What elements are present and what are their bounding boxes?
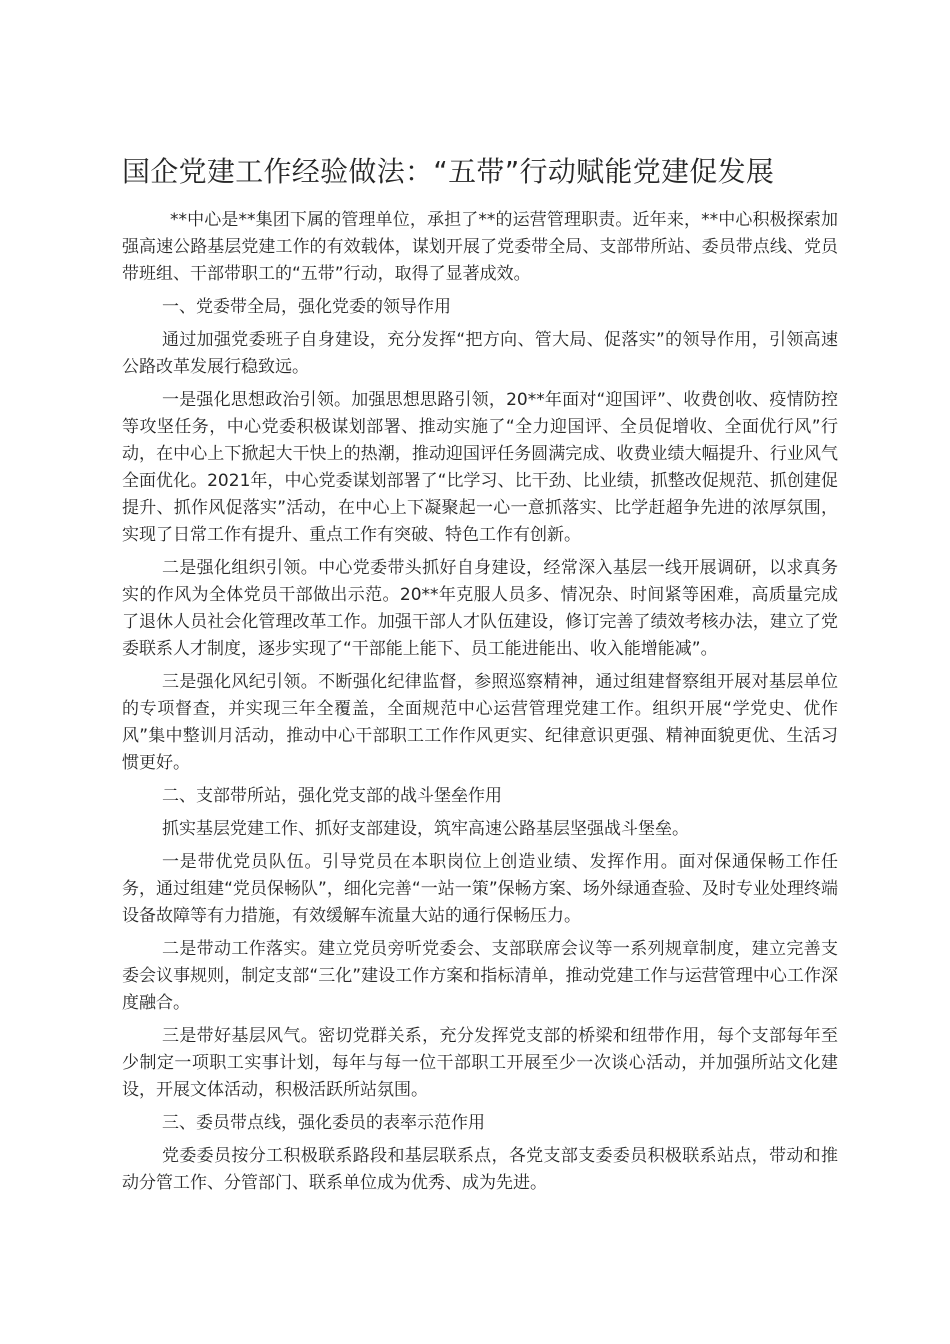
body-paragraph: 一是带优党员队伍。引导党员在本职岗位上创造业绩、发挥作用。面对保通保畅工作任务，通过组建“党员保畅队”，细化完善“一站一策”保畅方案、场外绿通查验、及时专业处理终端设备故障等有力措施，有效缓解车流量大站的通行保畅压力。 bbox=[122, 852, 838, 926]
body-paragraph: 通过加强党委班子自身建设，充分发挥“把方向、管大局、促落实”的领导作用，引领高速公路改革发展行稳致远。 bbox=[122, 330, 838, 377]
body-paragraph: 二是带动工作落实。建立党员旁听党委会、支部联席会议等一系列规章制度，建立完善支委会议事规则，制定支部“三化”建设工作方案和指标清单，推动党建工作与运营管理中心工作深度融合。 bbox=[122, 939, 838, 1013]
body-paragraph: 抓实基层党建工作、抓好支部建设，筑牢高速公路基层坚强战斗堡垒。 bbox=[162, 819, 689, 839]
document-body bbox=[122, 207, 838, 1203]
body-paragraph: 党委委员按分工积极联系路段和基层联系点，各党支部支委委员积极联系站点，带动和推动分管工作、分管部门、联系单位成为优秀、成为先进。 bbox=[122, 1146, 838, 1193]
document-title: 国企党建工作经验做法：“五带”行动赋能党建促发展 bbox=[122, 155, 775, 188]
section-heading-2: 二、支部带所站，强化党支部的战斗堡垒作用 bbox=[162, 786, 502, 806]
body-paragraph: 二是强化组织引领。中心党委带头抓好自身建设，经常深入基层一线开展调研，以求真务实的作风为全体党员干部做出示范。20**年克服人员多、情况杂、时间紧等困难，高质量完成了退休人员社会化管理改革工作。加强干部人才队伍建设，修订完善了绩效考核办法，建立了党委联系人才制度，逐步实现了“干部能上能下、员工能进能出、收入能增能减”。 bbox=[122, 558, 838, 659]
section-heading-1: 一、党委带全局，强化党委的领导作用 bbox=[162, 297, 451, 317]
intro-paragraph: **中心是**集团下属的管理单位，承担了**的运营管理职责。近年来，**中心积极探索加强高速公路基层党建工作的有效载体，谋划开展了党委带全局、支部带所站、委员带点线、党员带班组、干部带职工的“五带”行动，取得了显著成效。 bbox=[122, 210, 838, 284]
body-paragraph: 一是强化思想政治引领。加强思想思路引领，20**年面对“迎国评”、收费创收、疫情防控等攻坚任务，中心党委积极谋划部署、推动实施了“全力迎国评、全员促增收、全面优行风”行动，在中心上下掀起大干快上的热潮，推动迎国评任务圆满完成、收费业绩大幅提升、行业风气全面优化。2021年，中心党委谋划部署了“比学习、比干劲、比业绩，抓整改促规范、抓创建促提升、抓作风促落实”活动，在中心上下凝聚起一心一意抓落实、比学赶超争先进的浓厚氛围，实现了日常工作有提升、重点工作有突破、特色工作有创新。 bbox=[122, 390, 838, 545]
section-heading-3: 三、委员带点线，强化委员的表率示范作用 bbox=[162, 1113, 485, 1133]
body-paragraph: 三是带好基层风气。密切党群关系，充分发挥党支部的桥梁和纽带作用，每个支部每年至少制定一项职工实事计划，每年与每一位干部职工开展至少一次谈心活动，并加强所站文化建设，开展文体活动，积极活跃所站氛围。 bbox=[122, 1026, 838, 1100]
body-paragraph: 三是强化风纪引领。不断强化纪律监督，参照巡察精神，通过组建督察组开展对基层单位的专项督查，并实现三年全覆盖，全面规范中心运营管理党建工作。组织开展“学党史、优作风”集中整训月活动，推动中心干部职工工作作风更实、纪律意识更强、精神面貌更优、生活习惯更好。 bbox=[122, 672, 838, 773]
